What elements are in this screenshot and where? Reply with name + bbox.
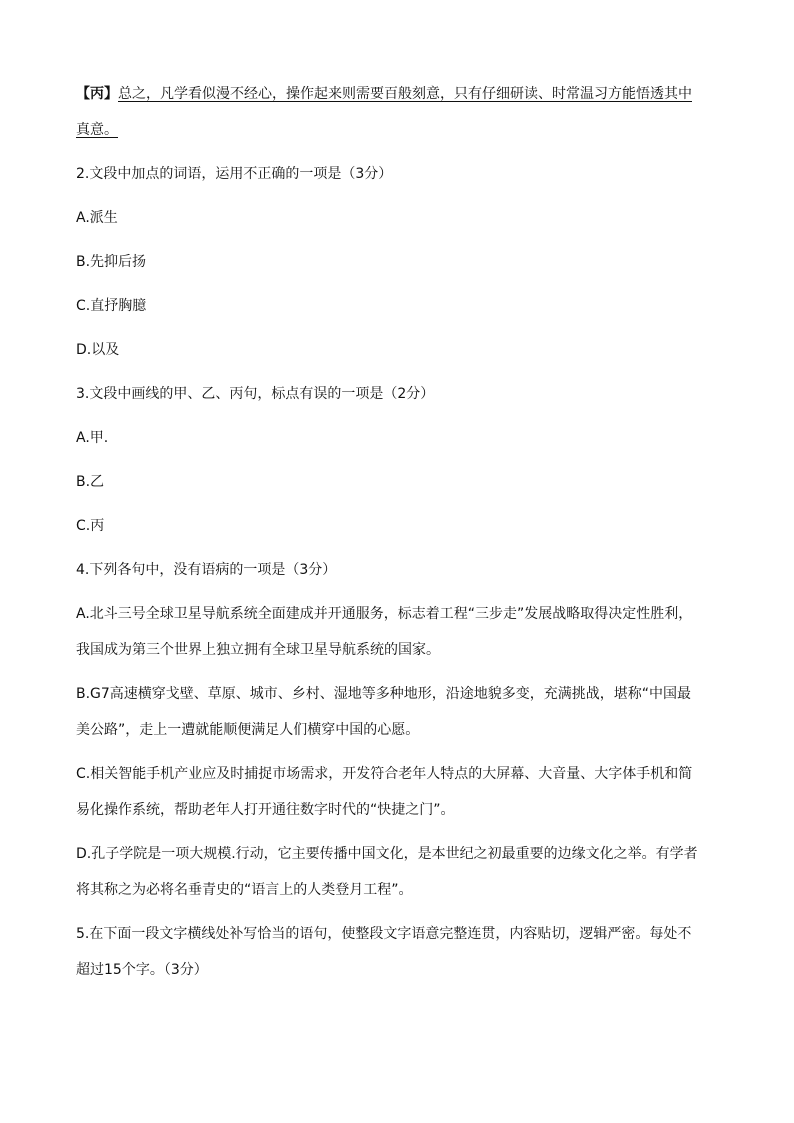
- question-2-option-d: D.以及: [76, 342, 120, 358]
- question-2-option-c: C.直抒胸臆: [76, 298, 147, 314]
- question-4-option-b-line-1: B.G7高速横穿戈壁、草原、城市、乡村、湿地等多种地形，沿途地貌多变，充满挑战，堪称“中国最: [76, 686, 692, 702]
- question-4-option-c-line-1: C.相关智能手机产业应及时捕捉市场需求，开发符合老年人特点的大屏幕、大音量、大字体手机和简: [76, 766, 693, 782]
- question-2-option-b: B.先抑后扬: [76, 254, 147, 270]
- question-3-stem: 3.文段中画线的甲、乙、丙句，标点有误的一项是（2分）: [76, 386, 435, 402]
- question-3-option-c: C.丙: [76, 518, 105, 534]
- question-5-stem-line-2: 超过15个字。（3分）: [76, 962, 208, 978]
- question-3-option-a: A.甲.: [76, 430, 109, 446]
- passage-bing-line-2: 真意。: [76, 122, 118, 138]
- question-2-stem: 2.文段中加点的词语，运用不正确的一项是（3分）: [76, 166, 393, 182]
- question-3-option-b: B.乙: [76, 474, 105, 490]
- question-4-option-c-line-2: 易化操作系统，帮助老年人打开通往数字时代的“快捷之门”。: [76, 802, 455, 818]
- question-4-option-a-line-1: A.北斗三号全球卫星导航系统全面建成并开通服务，标志着工程“三步走”发展战略取得决定性胜利，: [76, 606, 693, 622]
- question-5-stem-line-1: 5.在下面一段文字横线处补写恰当的语句，使整段文字语意完整连贯，内容贴切，逻辑严密。每处不: [76, 926, 692, 942]
- passage-bing-label: 【丙】: [76, 86, 118, 102]
- passage-bing-line-1: [76, 84, 692, 104]
- question-4-option-a-line-2: 我国成为第三个世界上独立拥有全球卫星导航系统的国家。: [76, 642, 440, 658]
- question-4-option-d-line-1: D.孔子学院是一项大规模.行动，它主要传播中国文化，是本世纪之初最重要的边缘文化之举。有学者: [76, 846, 698, 862]
- question-4-option-d-line-2: 将其称之为必将名垂青史的“语言上的人类登月工程”。: [76, 882, 413, 898]
- question-2-option-a: A.派生: [76, 210, 118, 226]
- passage-bing-text: 总之，凡学看似漫不经心，操作起来则需要百般刻意，只有仔细研读、时常温习方能悟透其中: [118, 86, 692, 102]
- question-4-stem: 4.下列各句中，没有语病的一项是（3分）: [76, 562, 337, 578]
- question-4-option-b-line-2: 美公路”，走上一遭就能顺便满足人们横穿中国的心愿。: [76, 722, 420, 738]
